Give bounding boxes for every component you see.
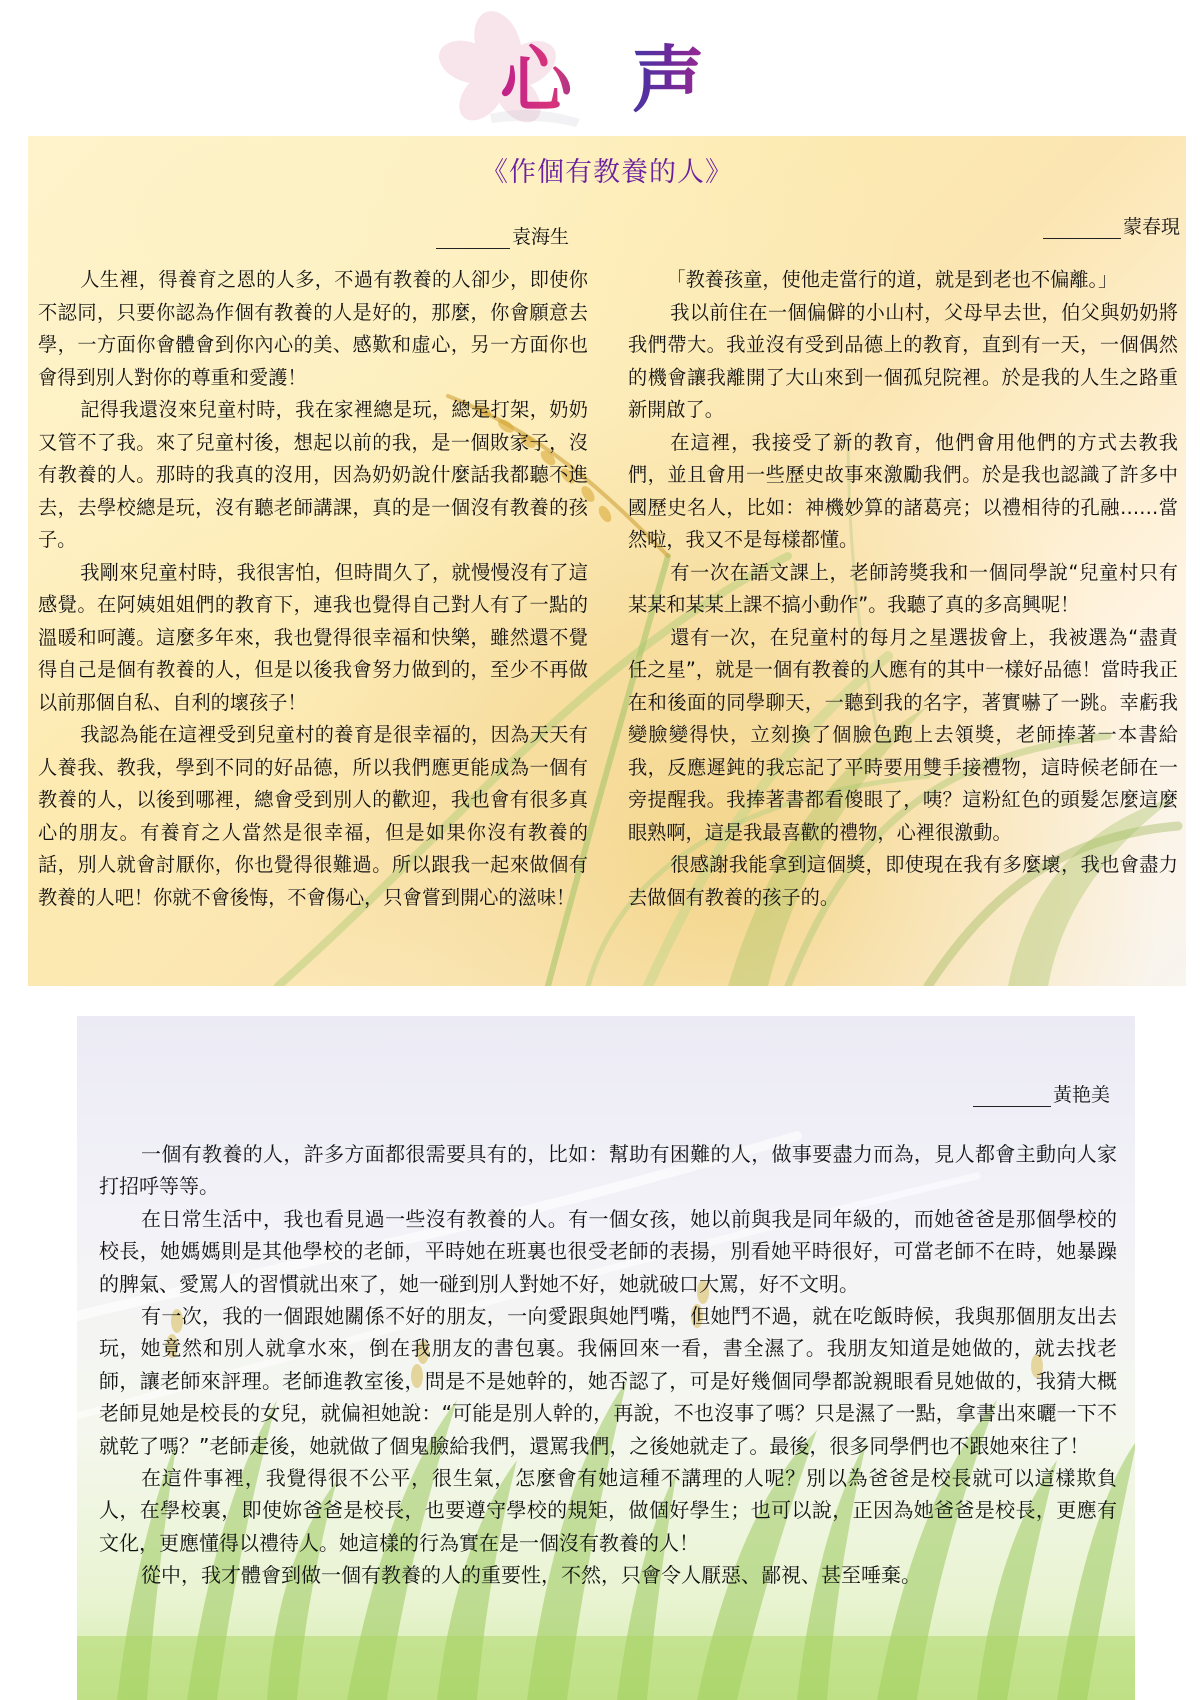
author-name: 黃艳美: [1053, 1084, 1111, 1106]
right-column: [628, 264, 1178, 914]
author-byline-left: [436, 222, 569, 249]
byline-underline: [1043, 218, 1121, 239]
author-name: 蒙春現: [1123, 216, 1181, 238]
paragraph: 一個有教養的人，許多方面都很需要具有的，比如：幫助有困難的人，做事要盡力而為，見人都會主動向人家打招呼等等。: [99, 1142, 1117, 1199]
bottom-article-panel: [77, 1016, 1135, 1700]
left-column: [38, 264, 588, 914]
page-header: [0, 0, 1200, 135]
author-name: 袁海生: [512, 226, 570, 248]
header-title: 心声: [500, 22, 740, 126]
top-article-panel: [28, 136, 1186, 986]
paragraph: 有一次在語文課上，老師誇獎我和一個同學說“兒童村只有某某和某某上課不搞小動作”。我聽了真的多高興呢！: [628, 560, 1178, 616]
paragraph: 很感謝我能拿到這個獎，即使現在我有多麼壞，我也會盡力去做個有教養的孩子的。: [628, 853, 1178, 909]
paragraph: 我剛來兒童村時，我很害怕，但時間久了，就慢慢沒有了這感覺。在阿姨姐姐們的教育下，連我也覺得自己對人有了一點的溫暖和呵護。這麼多年來，我也覺得很幸福和快樂，雖然還不覺得自己是個有教養的人，但是以後我會努力做到的，至少不再做以前那個自私、自利的壞孩子！: [38, 560, 588, 714]
paragraph: 有一次，我的一個跟她關係不好的朋友，一向愛跟與她鬥嘴，但她鬥不過，就在吃飯時候，我與那個朋友出去玩，她竟然和別人就拿水來，倒在我朋友的書包裏。我倆回來一看，書全濕了。我朋友知道是她做的，就去找老師，讓老師來評理。老師進教室後，問是不是她幹的，她否認了，可是好幾個同學都說親眼看見她做的，我猜大概老師見她是校長的女兒，就偏袒她說：“可能是別人幹的，再說，不也沒事了嗎？只是濕了一點，拿書出來曬一下不就乾了嗎？”老師走後，她就做了個鬼臉給我們，還罵我們，之後她就走了。最後，很多同學們也不跟她來往了！: [99, 1304, 1117, 1458]
article-title: 《作個有教養的人》: [481, 157, 733, 188]
byline-underline: [973, 1086, 1051, 1107]
paragraph: 記得我還沒來兒童村時，我在家裡總是玩，總是打架，奶奶又管不了我。來了兒童村後，想起以前的我，是一個敗家子，沒有教養的人。那時的我真的沒用，因為奶奶說什麼話我都聽不進去，去學校總是玩，沒有聽老師講課，真的是一個沒有教養的孩子。: [38, 398, 588, 551]
paragraph: 人生裡，得養育之恩的人多，不過有教養的人卻少，即使你不認同，只要你認為作個有教養的人是好的，那麼，你會願意去學，一方面你會體會到你內心的美、感歎和虛心，另一方面你也會得到別人對你的尊重和愛護！: [38, 268, 588, 389]
author-byline-bottom: [973, 1080, 1110, 1107]
paragraph: 還有一次，在兒童村的每月之星選拔會上，我被選為“盡責任之星”，就是一個有教養的人應有的其中一樣好品德！當時我正在和後面的同學聊天，一聽到我的名字，著實嚇了一跳。幸虧我變臉變得快，立刻換了個臉色跑上去領獎，老師捧著一本書給我，反應遲鈍的我忘記了平時要用雙手接禮物，這時候老師在一旁提醒我。我捧著書都看傻眼了，咦？這粉紅色的頭髮怎麼這麼眼熟啊，這是我最喜歡的禮物，心裡很激動。: [628, 625, 1178, 844]
quote-paragraph: 「教養孩童，使他走當行的道，就是到老也不偏離。」: [666, 268, 1118, 291]
paragraph: 在這件事裡，我覺得很不公平，很生氣，怎麼會有她這種不講理的人呢？別以為爸爸是校長就可以這樣欺負人，在學校裏，即使妳爸爸是校長，也要遵守學校的規矩，做個好學生；也可以說，正因為她爸爸是校長，更應有文化，更應懂得以禮待人。她這樣的行為實在是一個沒有教養的人！: [99, 1466, 1117, 1555]
paragraph: 在日常生活中，我也看見過一些沒有教養的人。有一個女孩，她以前與我是同年級的，而她爸爸是那個學校的校長，她媽媽則是其他學校的老師，平時她在班裏也很受老師的表揚，別看她平時很好，可當老師不在時，她暴躁的脾氣、愛罵人的習慣就出來了，她一碰到別人對她不好，她就破口大罵，好不文明。: [99, 1206, 1117, 1296]
paragraph: 我認為能在這裡受到兒童村的養育是很幸福的，因為天天有人養我、教我，學到不同的好品德，所以我們應更能成為一個有教養的人，以後到哪裡，總會受到別人的歡迎，我也會有很多真心的朋友。有養育之人當然是很幸福，但是如果你沒有教養的話，別人就會討厭你，你也覺得很難過。所以跟我一起來做個有教養的人吧！你就不會後悔，不會傷心，只會嘗到開心的滋味！: [38, 723, 588, 909]
paragraph: 從中，我才體會到做一個有教養的人的重要性，不然，只會令人厭惡、鄙視、甚至唾棄。: [141, 1563, 921, 1588]
paragraph: 在這裡，我接受了新的教育，他們會用他們的方式去教我們，並且會用一些歷史故事來激勵我們。於是我也認識了許多中國歷史名人，比如：神機妙算的諸葛亮；以禮相待的孔融……當然啦，我又不是每樣都懂。: [628, 430, 1178, 551]
author-byline-right: [1043, 212, 1180, 239]
bottom-column: [99, 1138, 1117, 1592]
paragraph: 我以前住在一個偏僻的小山村，父母早去世，伯父與奶奶將我們帶大。我並沒有受到品德上的教育，直到有一天，一個偶然的機會讓我離開了大山來到一個孤兒院裡。於是我的人生之路重新開啟了。: [628, 300, 1178, 421]
byline-underline: [436, 228, 510, 249]
